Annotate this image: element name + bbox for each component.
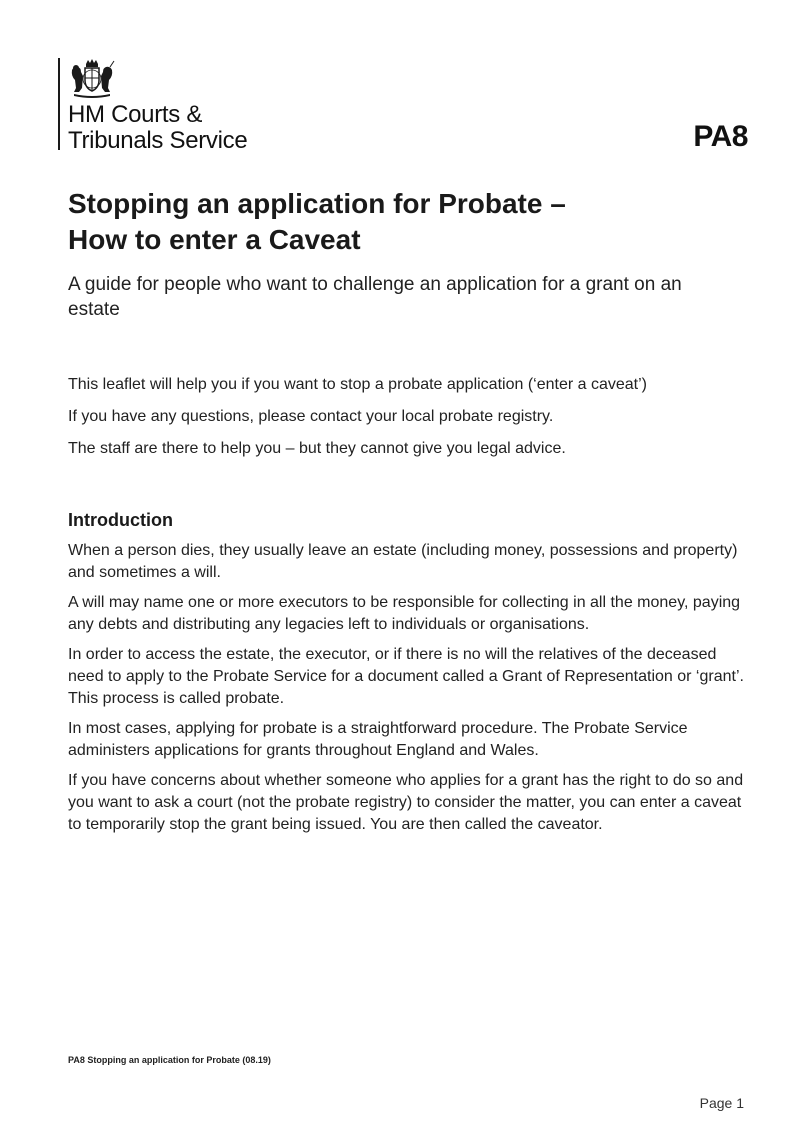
footer-reference: PA8 Stopping an application for Probate (08.19) <box>68 1055 271 1065</box>
title-line1: Stopping an application for Probate – <box>68 188 566 219</box>
introduction-paragraph: In order to access the estate, the executor, or if there is no will the relatives of the deceased need to apply to the Probate Service for a document called a Grant of Representation or ‘grant’. This process is called probate. <box>68 646 744 707</box>
leaflet-line: The staff are there to help you – but they cannot give you legal advice. <box>68 440 566 457</box>
logo-divider <box>58 58 60 150</box>
page-number: Page 1 <box>699 1095 744 1111</box>
royal-coat-of-arms-icon <box>68 58 116 98</box>
introduction-paragraph: If you have concerns about whether someone who applies for a grant has the right to do so and you want to ask a court (not the probate registry) to consider the matter, you can enter a caveat to temporarily stop the grant being issued. You are then called the caveator. <box>68 772 744 833</box>
organisation-name <box>68 102 247 154</box>
leaflet-line: If you have any questions, please contact your local probate registry. <box>68 408 554 425</box>
introduction-paragraph: A will may name one or more executors to be responsible for collecting in all the money, paying any debts and distributing any legacies left to individuals or organisations. <box>68 594 741 633</box>
form-code: PA8 <box>693 120 748 153</box>
page-title <box>68 186 728 258</box>
page-subtitle: A guide for people who want to challenge an application for a grant on an estate <box>68 274 682 320</box>
leaflet-line: This leaflet will help you if you want to stop a probate application (‘enter a caveat’) <box>68 376 647 393</box>
leaflet-intro <box>68 374 748 470</box>
title-line2: How to enter a Caveat <box>68 224 361 255</box>
introduction-section <box>68 508 750 844</box>
document-header <box>58 58 748 158</box>
introduction-heading: Introduction <box>68 510 173 530</box>
introduction-paragraph: In most cases, applying for probate is a straightforward procedure. The Probate Service administers applications for grants throughout England and Wales. <box>68 720 688 759</box>
introduction-paragraph: When a person dies, they usually leave an estate (including money, possessions and property) and sometimes a will. <box>68 542 738 581</box>
org-name-line2: Tribunals Service <box>68 127 248 154</box>
org-name-line1: HM Courts & <box>68 101 203 128</box>
